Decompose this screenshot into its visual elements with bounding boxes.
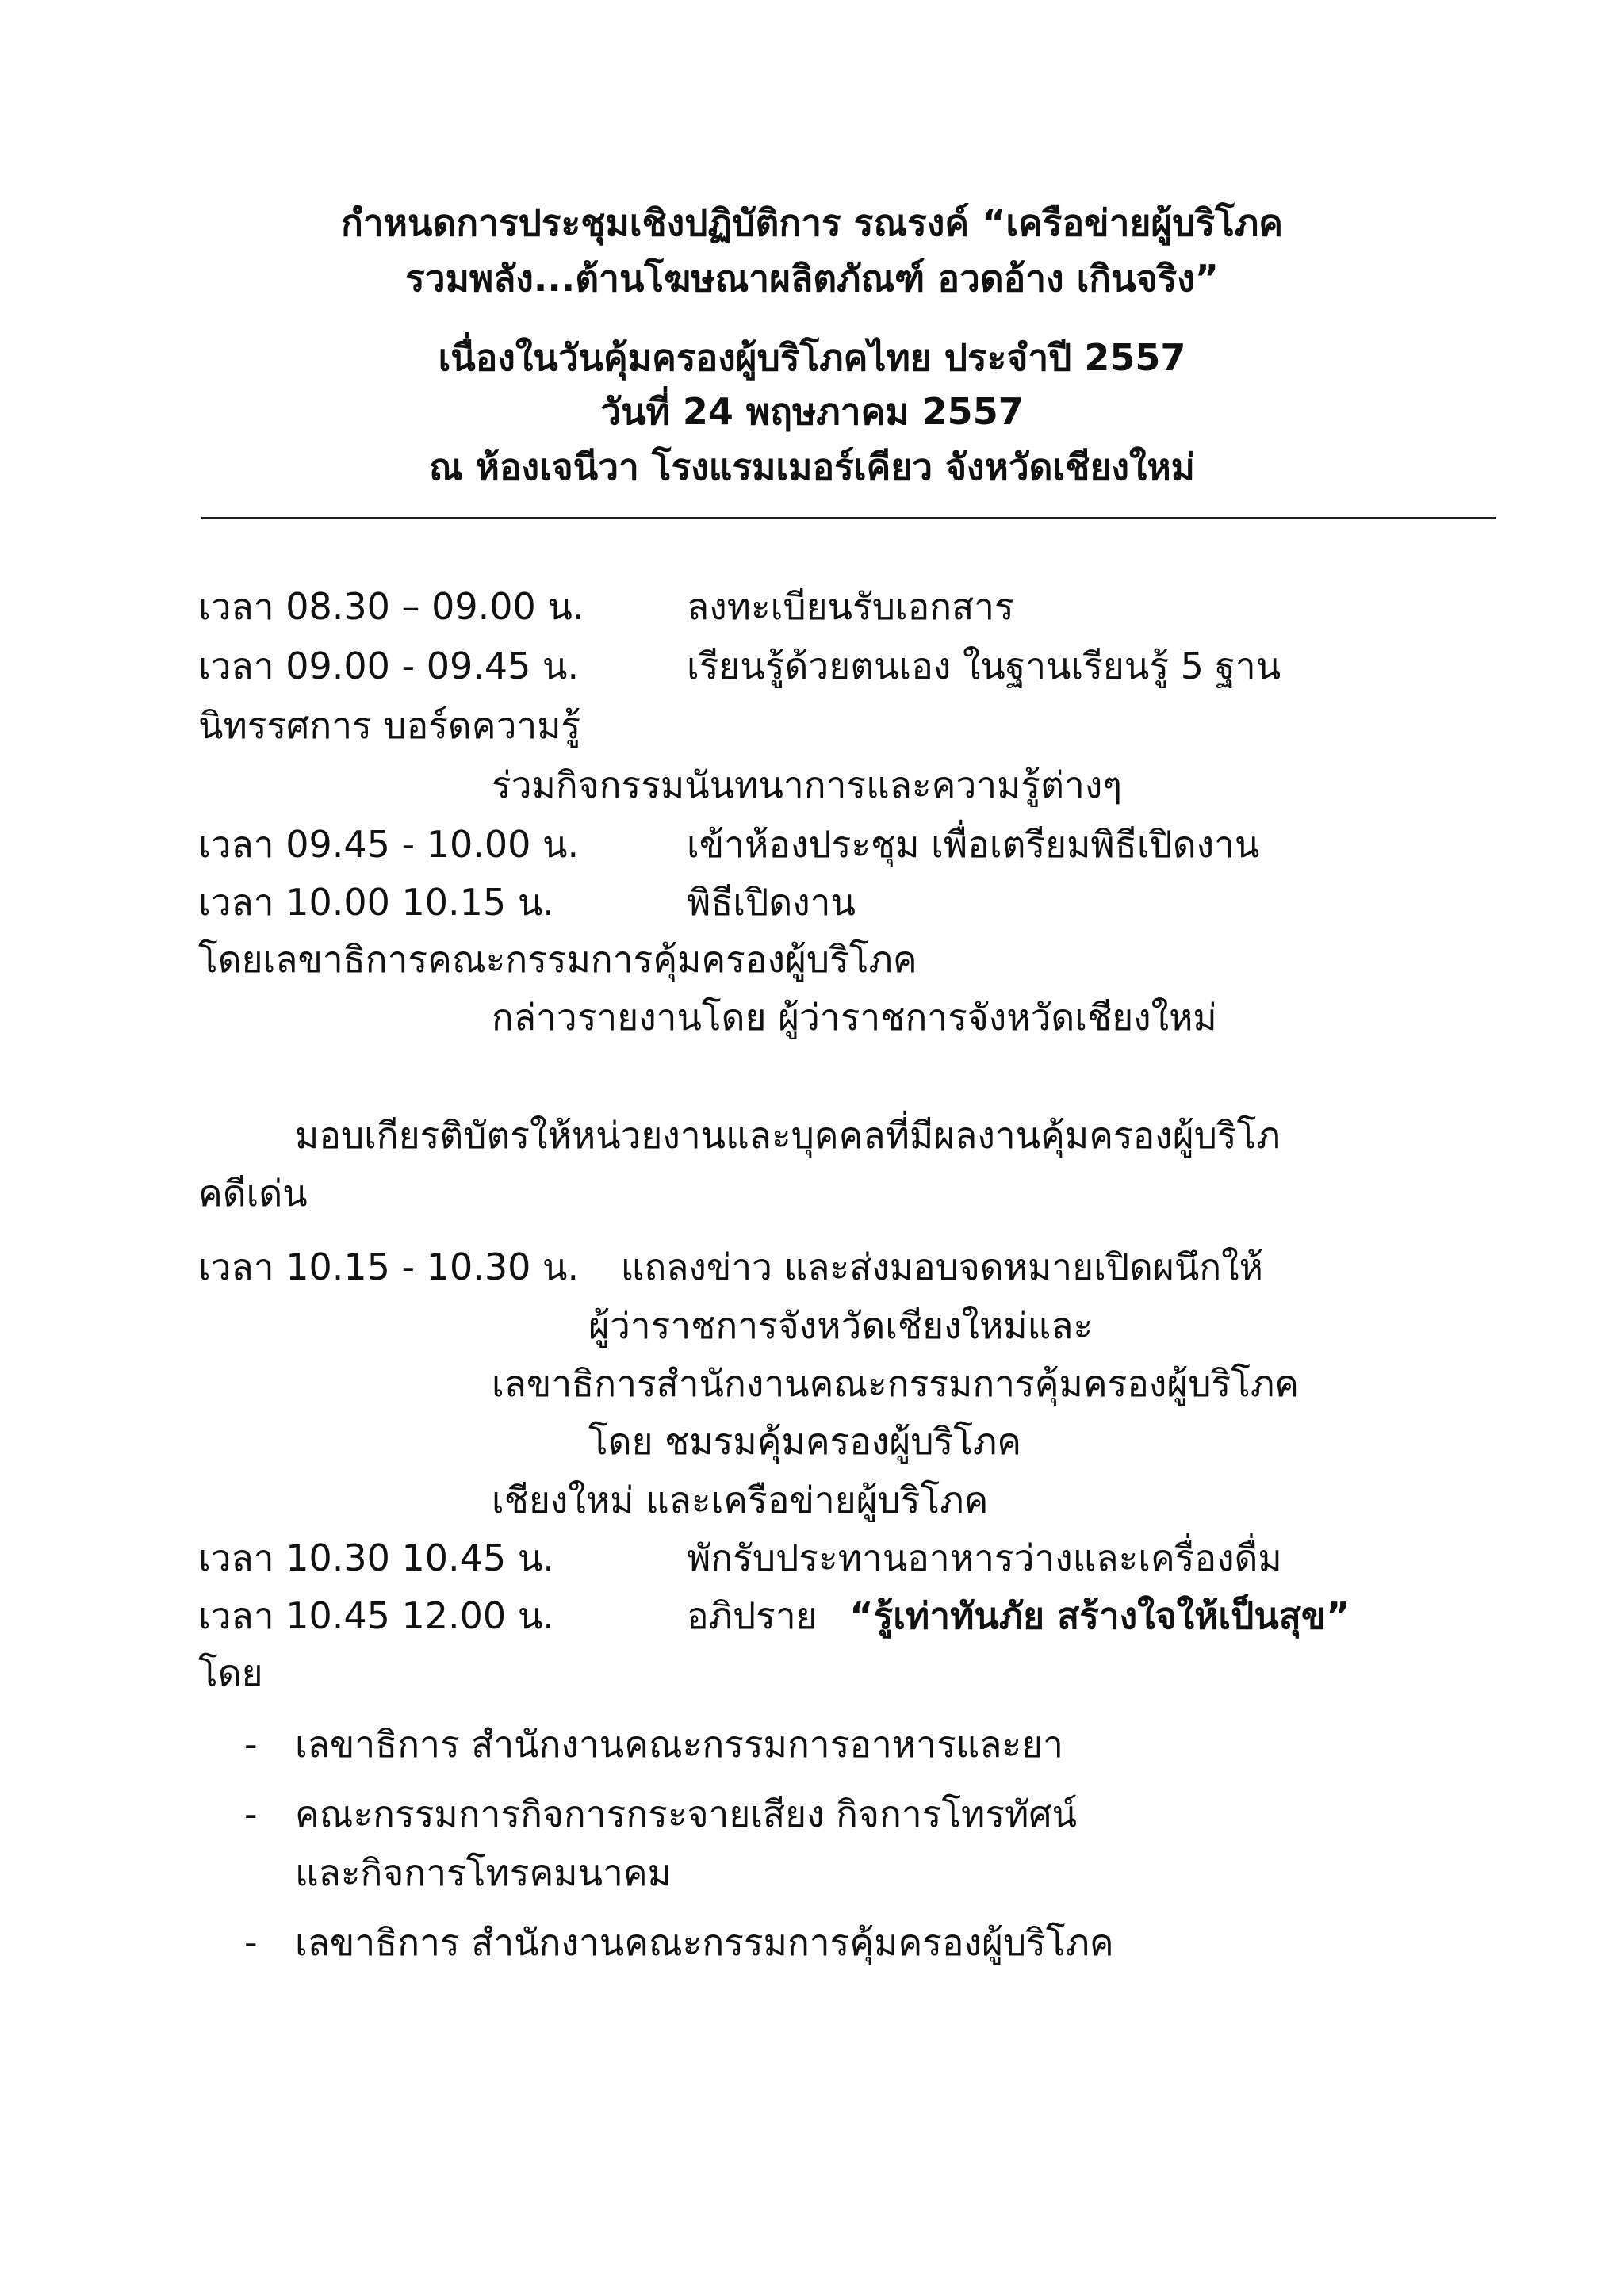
schedule-activity: อภิปราย: [687, 1594, 818, 1637]
panelist-name-continued: และกิจการโทรคมนาคม: [295, 1851, 672, 1894]
panel-topic: “รู้เท่าทันภัย สร้างใจให้เป็นสุข”: [849, 1594, 1350, 1637]
schedule-activity: เรียนรู้ด้วยตนเอง ในฐานเรียนรู้ 5 ฐาน: [687, 645, 1281, 687]
schedule-activity: พิธีเปิดงาน: [687, 881, 856, 924]
press-text-line-2: เลขาธิการสำนักงานคณะกรรมการคุ้มครองผู้บริโภค: [492, 1362, 1300, 1405]
schedule-time: เวลา 10.30 10.45 น.: [198, 1536, 554, 1579]
schedule-time: เวลา 09.45 - 10.00 น.: [198, 823, 580, 866]
list-item: [0, 1720, 1624, 1768]
list-item: [0, 1919, 1624, 1966]
schedule-activity: พักรับประทานอาหารว่างและเครื่องดื่ม: [687, 1536, 1282, 1579]
schedule-row: [0, 1592, 1624, 1640]
schedule-time: เวลา 08.30 – 09.00 น.: [198, 585, 584, 628]
press-text-line-3: โดย ชมรมคุ้มครองผู้บริโภค: [588, 1420, 1022, 1463]
press-text-line-1: ผู้ว่าราชการจังหวัดเชียงใหม่และ: [588, 1304, 1094, 1347]
press-text-line-4: เชียงใหม่ และเครือข่ายผู้บริโภค: [492, 1479, 989, 1521]
schedule-activity: แถลงข่าว และส่งมอบจดหมายเปิดผนึกให้: [620, 1246, 1263, 1288]
award-text-line-1: มอบเกียรติบัตรให้หน่วยงานและบุคคลที่มีผลงานคุ้มครองผู้บริโภ: [295, 1114, 1281, 1157]
by-text: โดย: [198, 1651, 263, 1694]
report-by-text: กล่าวรายงานโดย ผู้ว่าราชการจังหวัดเชียงใหม่: [492, 996, 1217, 1039]
schedule-row: [0, 878, 1624, 926]
bullet: -: [244, 1793, 258, 1835]
schedule-activity: เข้าห้องประชุม เพื่อเตรียมพิธีเปิดงาน: [687, 823, 1260, 866]
panelist-name: เลขาธิการ สำนักงานคณะกรรมการคุ้มครองผู้บริโภค: [295, 1921, 1114, 1964]
schedule-time: เวลา 09.00 - 09.45 น.: [198, 645, 580, 687]
schedule-row: [0, 821, 1624, 868]
bullet: -: [244, 1723, 258, 1766]
schedule-time: เวลา 10.00 10.15 น.: [198, 881, 554, 924]
venue-line: ณ ห้องเจนีวา โรงแรมเมอร์เคียว จังหวัดเชียงใหม่: [428, 446, 1196, 488]
schedule-row: [0, 642, 1624, 690]
schedule-row: [0, 1534, 1624, 1582]
schedule-time: เวลา 10.15 - 10.30 น.: [198, 1246, 580, 1288]
list-item: [0, 1790, 1624, 1838]
title-line-2: รวมพลัง...ต้านโฆษณาผลิตภัณฑ์ อวดอ้าง เกินจริง”: [405, 257, 1219, 300]
award-text-line-2: คดีเด่น: [198, 1172, 308, 1215]
panelist-name: คณะกรรมการกิจการกระจายเสียง กิจการโทรทัศน์: [295, 1793, 1078, 1835]
opened-by-text: โดยเลขาธิการคณะกรรมการคุ้มครองผู้บริโภค: [198, 938, 917, 981]
panelist-name: เลขาธิการ สำนักงานคณะกรรมการอาหารและยา: [295, 1723, 1063, 1766]
schedule-activity: ลงทะเบียนรับเอกสาร: [687, 585, 1014, 628]
bullet: -: [244, 1921, 258, 1964]
schedule-row: [198, 1243, 1263, 1291]
header-divider: [201, 517, 1496, 519]
date-line: วันที่ 24 พฤษภาคม 2557: [600, 390, 1024, 433]
exhibit-text: นิทรรศการ บอร์ดความรู้: [198, 704, 581, 747]
recreation-text: ร่วมกิจกรรมนันทนาการและความรู้ต่างๆ: [492, 763, 1123, 806]
schedule-time: เวลา 10.45 12.00 น.: [198, 1594, 554, 1637]
title-line-1: กำหนดการประชุมเชิงปฏิบัติการ รณรงค์ “เครือข่ายผู้บริโภค: [340, 201, 1284, 244]
title-line-3: เนื่องในวันคุ้มครองผู้บริโภคไทย ประจำปี 2557: [438, 336, 1186, 379]
schedule-row: [0, 583, 1624, 630]
